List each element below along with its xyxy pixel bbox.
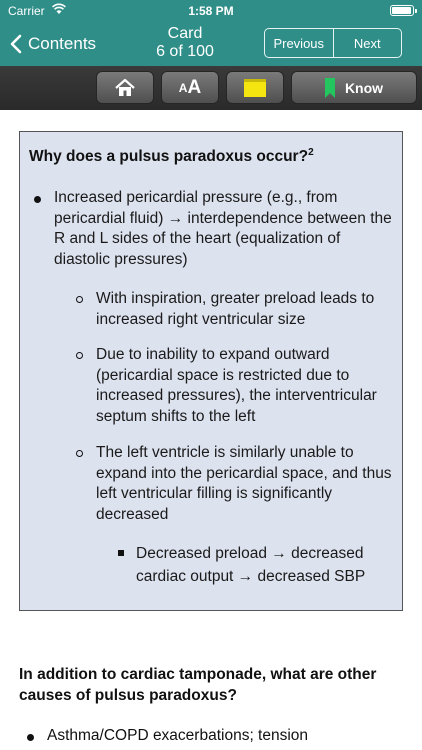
- card-question: [29, 147, 314, 166]
- list-item-text: Due to inability to expand outward (pericardial space is restricted due to increased pressures), the interventricular septum shifts to the left: [96, 346, 377, 425]
- prev-next-control: [264, 28, 402, 58]
- home-icon: [114, 78, 136, 98]
- list-item-text: Decreased preload → decreased cardiac output → decreased SBP: [136, 545, 366, 585]
- font-small-glyph: A: [178, 80, 188, 95]
- question-text: Why does a pulsus paradoxus occur?: [29, 148, 309, 166]
- carrier-label: Carrier: [8, 4, 45, 18]
- answer-card: [19, 131, 403, 611]
- status-bar: [0, 0, 422, 22]
- bullet-square: [118, 550, 124, 556]
- know-label: Know: [344, 79, 384, 96]
- back-label: Contents: [28, 34, 97, 53]
- know-button[interactable]: [291, 71, 417, 104]
- list-item-text: The left ventricle is similarly unable to expand into the pericardial space, and thus left ventricular filling is significantly decreased: [96, 444, 392, 523]
- bookmark-icon: [325, 78, 335, 98]
- list-item: [118, 542, 398, 588]
- navigation-bar: [0, 0, 422, 66]
- card-counter: 6 of 100: [156, 43, 214, 60]
- home-button[interactable]: [96, 71, 154, 104]
- font-big-glyph: A: [187, 76, 202, 98]
- card-toolbar: [0, 66, 422, 110]
- bullet-circle: [76, 352, 83, 359]
- battery-icon: [390, 5, 414, 16]
- list-item-text: With inspiration, greater preload leads to increased right ventricular size: [96, 290, 375, 328]
- notes-button[interactable]: [226, 71, 284, 104]
- chevron-left-icon: [10, 34, 22, 54]
- bullet-circle: [76, 450, 83, 457]
- list-item: [76, 289, 396, 330]
- next-question: In addition to cardiac tamponade, what are other causes of pulsus paradoxus?: [19, 666, 377, 704]
- card-title: [130, 25, 240, 61]
- clock: 1:58 PM: [188, 4, 234, 18]
- list-item: [76, 443, 396, 525]
- back-button[interactable]: [10, 30, 96, 58]
- previous-button[interactable]: Previous: [273, 35, 325, 51]
- bullet-dot: [34, 196, 41, 203]
- notepad-icon: [244, 79, 266, 97]
- font-size-button[interactable]: [161, 71, 219, 104]
- list-item: [76, 345, 396, 427]
- title-line-1: Card: [167, 25, 203, 42]
- bullet-dot: [27, 734, 34, 741]
- next-button[interactable]: Next: [333, 29, 402, 57]
- list-item: [27, 726, 407, 746]
- list-item-text: Increased pericardial pressure (e.g., from pericardial fluid) → interdependence between the R and L sides of the heart (equalization of diastolic pressures): [54, 189, 392, 268]
- reference-superscript: 2: [308, 147, 314, 158]
- list-item-text: Asthma/COPD exacerbations; tension: [47, 727, 309, 744]
- list-item: [34, 188, 396, 270]
- bullet-circle: [76, 296, 83, 303]
